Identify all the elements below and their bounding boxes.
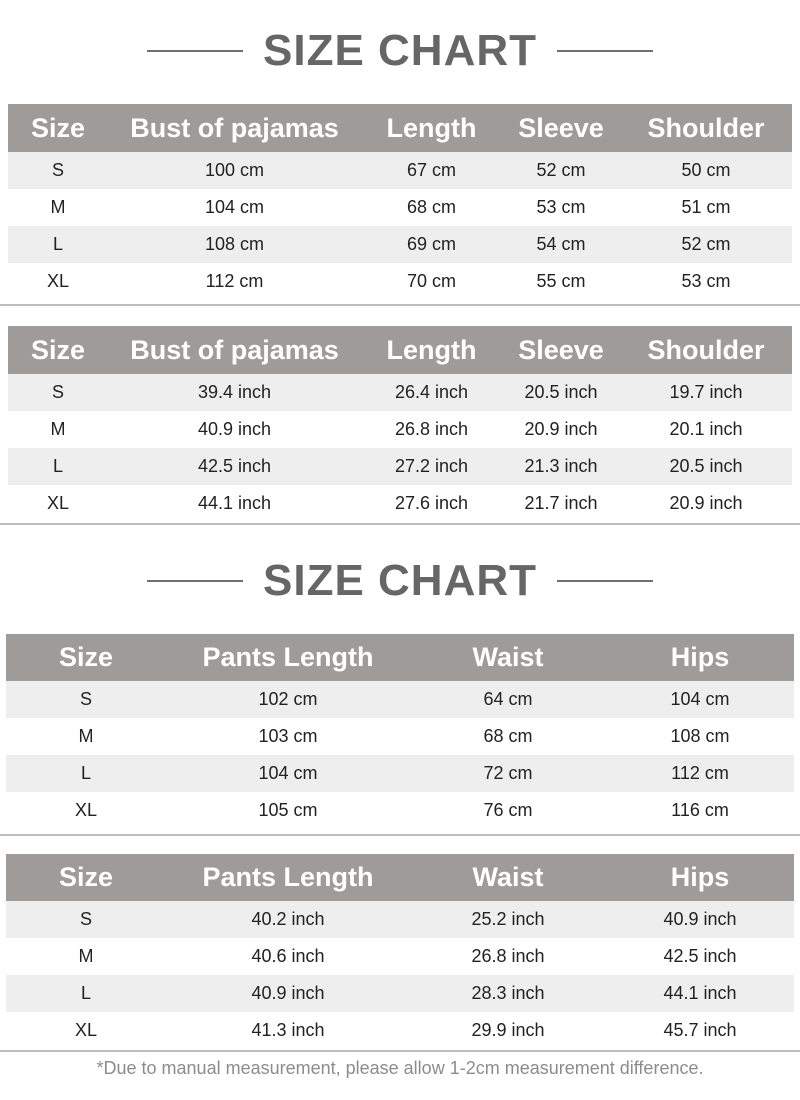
- cell-bust: 39.4 inch: [108, 374, 361, 411]
- cell-length: 27.6 inch: [361, 485, 502, 522]
- cell-pants-length: 103 cm: [166, 718, 410, 755]
- cell-bust: 108 cm: [108, 226, 361, 263]
- header-size: Size: [6, 634, 166, 681]
- table-row: [8, 226, 792, 263]
- measurement-footnote: *Due to manual measurement, please allow 1-2cm measurement difference.: [96, 1058, 704, 1078]
- cell-shoulder: 50 cm: [620, 152, 792, 189]
- header-shoulder: Shoulder: [620, 326, 792, 374]
- pants-inch-table: [6, 854, 794, 1049]
- header-length: Length: [361, 326, 502, 374]
- cell-size: XL: [6, 1012, 166, 1049]
- cell-size: XL: [8, 485, 108, 522]
- cell-shoulder: 53 cm: [620, 263, 792, 300]
- cell-sleeve: 20.5 inch: [502, 374, 620, 411]
- cell-waist: 26.8 inch: [410, 938, 606, 975]
- cell-waist: 25.2 inch: [410, 901, 606, 938]
- cell-hips: 104 cm: [606, 681, 794, 718]
- title-right-rule: [557, 50, 653, 52]
- cell-size: L: [8, 226, 108, 263]
- table-row: [6, 975, 794, 1012]
- cell-pants-length: 40.9 inch: [166, 975, 410, 1012]
- cell-sleeve: 55 cm: [502, 263, 620, 300]
- cell-pants-length: 102 cm: [166, 681, 410, 718]
- cell-bust: 44.1 inch: [108, 485, 361, 522]
- cell-size: M: [6, 718, 166, 755]
- table-row: [6, 1012, 794, 1049]
- table-row: [6, 681, 794, 718]
- table-row: [8, 189, 792, 226]
- cell-shoulder: 52 cm: [620, 226, 792, 263]
- cell-waist: 28.3 inch: [410, 975, 606, 1012]
- cell-size: M: [8, 411, 108, 448]
- cell-pants-length: 40.2 inch: [166, 901, 410, 938]
- table-row: [8, 448, 792, 485]
- cell-sleeve: 21.7 inch: [502, 485, 620, 522]
- cell-waist: 72 cm: [410, 755, 606, 792]
- header-hips: Hips: [606, 634, 794, 681]
- title-right-rule: [557, 580, 653, 582]
- section-divider: [0, 1050, 800, 1052]
- header-size: Size: [6, 854, 166, 901]
- table-row: [6, 792, 794, 829]
- cell-hips: 45.7 inch: [606, 1012, 794, 1049]
- cell-length: 26.8 inch: [361, 411, 502, 448]
- cell-size: XL: [6, 792, 166, 829]
- pants-title-text: SIZE CHART: [263, 556, 537, 605]
- cell-bust: 100 cm: [108, 152, 361, 189]
- cell-waist: 64 cm: [410, 681, 606, 718]
- table-row: [8, 485, 792, 522]
- cell-size: M: [8, 189, 108, 226]
- cell-shoulder: 20.5 inch: [620, 448, 792, 485]
- header-size: Size: [8, 104, 108, 152]
- header-length: Length: [361, 104, 502, 152]
- cell-sleeve: 53 cm: [502, 189, 620, 226]
- header-waist: Waist: [410, 854, 606, 901]
- section-divider: [0, 834, 800, 836]
- cell-waist: 29.9 inch: [410, 1012, 606, 1049]
- header-pants-length: Pants Length: [166, 634, 410, 681]
- table-row: [8, 263, 792, 300]
- cell-length: 26.4 inch: [361, 374, 502, 411]
- cell-size: S: [6, 681, 166, 718]
- cell-size: S: [8, 374, 108, 411]
- table-row: [8, 374, 792, 411]
- table-header-row: [8, 104, 792, 152]
- cell-shoulder: 51 cm: [620, 189, 792, 226]
- table-header-row: [8, 326, 792, 374]
- cell-hips: 42.5 inch: [606, 938, 794, 975]
- pants-cm-table: [6, 634, 794, 829]
- table-row: [8, 411, 792, 448]
- cell-sleeve: 21.3 inch: [502, 448, 620, 485]
- table-header-row: [6, 854, 794, 901]
- table-row: [6, 718, 794, 755]
- cell-hips: 116 cm: [606, 792, 794, 829]
- pajama-cm-table: [8, 104, 792, 300]
- header-pants-length: Pants Length: [166, 854, 410, 901]
- table-row: [6, 755, 794, 792]
- header-shoulder: Shoulder: [620, 104, 792, 152]
- section-divider: [0, 523, 800, 525]
- header-waist: Waist: [410, 634, 606, 681]
- header-bust: Bust of pajamas: [108, 326, 361, 374]
- cell-size: S: [6, 901, 166, 938]
- cell-hips: 40.9 inch: [606, 901, 794, 938]
- table-row: [6, 901, 794, 938]
- cell-length: 70 cm: [361, 263, 502, 300]
- cell-pants-length: 104 cm: [166, 755, 410, 792]
- cell-sleeve: 20.9 inch: [502, 411, 620, 448]
- cell-waist: 76 cm: [410, 792, 606, 829]
- cell-hips: 108 cm: [606, 718, 794, 755]
- cell-length: 68 cm: [361, 189, 502, 226]
- table-row: [6, 938, 794, 975]
- cell-size: L: [6, 975, 166, 1012]
- header-bust: Bust of pajamas: [108, 104, 361, 152]
- cell-hips: 112 cm: [606, 755, 794, 792]
- cell-pants-length: 40.6 inch: [166, 938, 410, 975]
- cell-shoulder: 20.1 inch: [620, 411, 792, 448]
- header-hips: Hips: [606, 854, 794, 901]
- title-left-rule: [147, 580, 243, 582]
- cell-waist: 68 cm: [410, 718, 606, 755]
- cell-bust: 112 cm: [108, 263, 361, 300]
- cell-length: 67 cm: [361, 152, 502, 189]
- pants-size-chart-title: [0, 558, 800, 604]
- cell-pants-length: 41.3 inch: [166, 1012, 410, 1049]
- cell-pants-length: 105 cm: [166, 792, 410, 829]
- pajama-inch-table: [8, 326, 792, 522]
- cell-shoulder: 19.7 inch: [620, 374, 792, 411]
- cell-bust: 42.5 inch: [108, 448, 361, 485]
- cell-shoulder: 20.9 inch: [620, 485, 792, 522]
- cell-length: 27.2 inch: [361, 448, 502, 485]
- cell-bust: 40.9 inch: [108, 411, 361, 448]
- pajama-title-text: SIZE CHART: [263, 26, 537, 75]
- title-left-rule: [147, 50, 243, 52]
- cell-bust: 104 cm: [108, 189, 361, 226]
- cell-size: M: [6, 938, 166, 975]
- cell-sleeve: 52 cm: [502, 152, 620, 189]
- section-divider: [0, 304, 800, 306]
- cell-length: 69 cm: [361, 226, 502, 263]
- header-sleeve: Sleeve: [502, 326, 620, 374]
- cell-size: L: [6, 755, 166, 792]
- cell-size: S: [8, 152, 108, 189]
- header-size: Size: [8, 326, 108, 374]
- cell-size: XL: [8, 263, 108, 300]
- table-header-row: [6, 634, 794, 681]
- cell-hips: 44.1 inch: [606, 975, 794, 1012]
- table-row: [8, 152, 792, 189]
- cell-size: L: [8, 448, 108, 485]
- header-sleeve: Sleeve: [502, 104, 620, 152]
- pajama-size-chart-title: [0, 28, 800, 74]
- cell-sleeve: 54 cm: [502, 226, 620, 263]
